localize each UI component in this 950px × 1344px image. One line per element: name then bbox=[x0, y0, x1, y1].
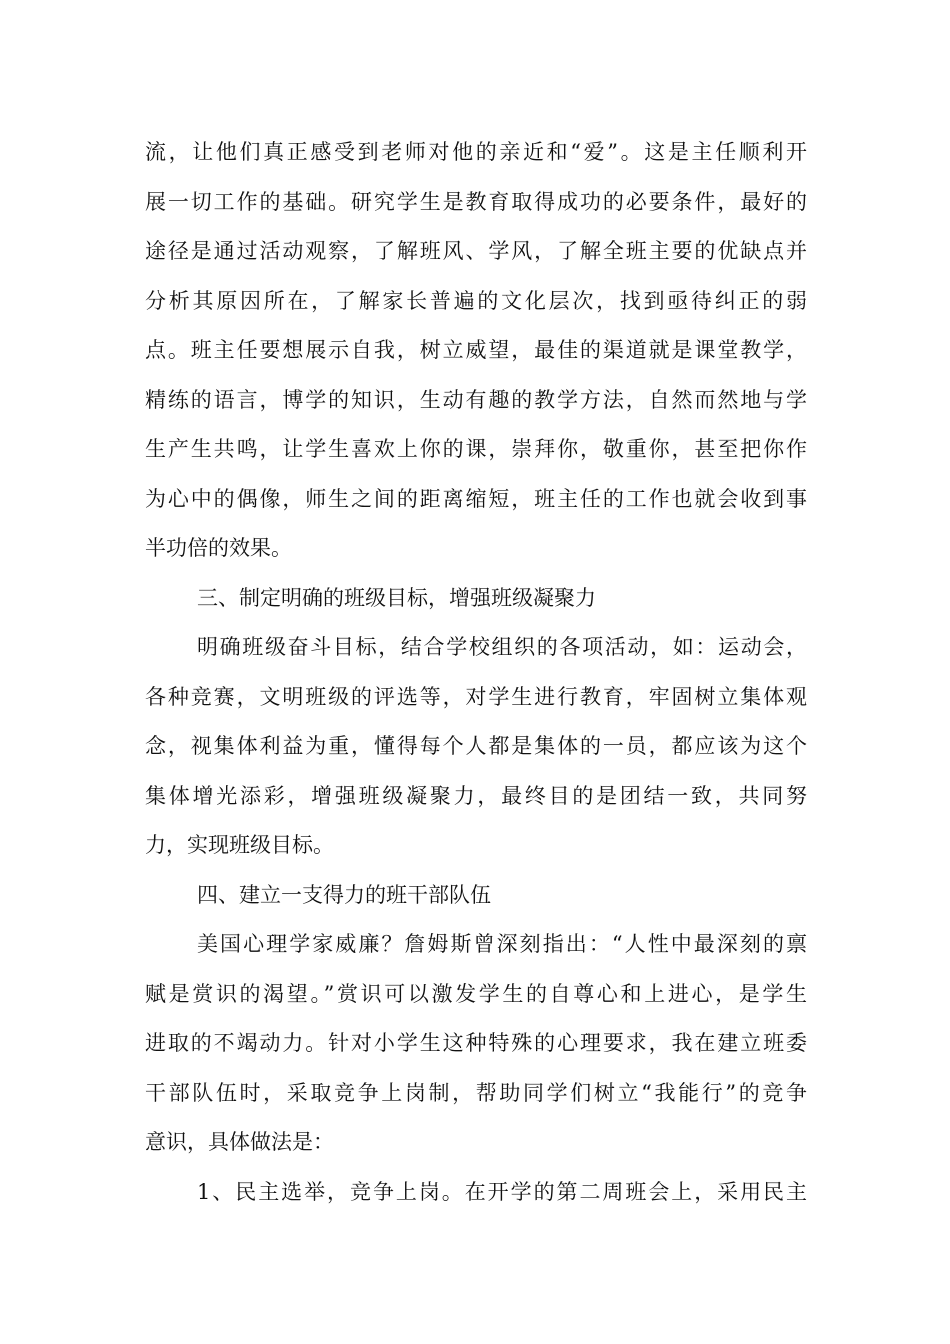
section-heading: 四、建立一支得力的班干部队伍 bbox=[197, 882, 491, 907]
text-line: 进取的不竭动力。针对小学生这种特殊的心理要求，我在建立班委 bbox=[145, 1031, 807, 1055]
text-line: 美国心理学家威廉？詹姆斯曾深刻指出：“人性中最深刻的禀 bbox=[197, 932, 807, 956]
text-line: 点。班主任要想展示自我，树立威望，最佳的渠道就是课堂教学， bbox=[145, 338, 807, 362]
text-line: 生产生共鸣，让学生喜欢上你的课，崇拜你，敬重你，甚至把你作 bbox=[145, 437, 807, 461]
text-line: 干部队伍时，采取竞争上岗制，帮助同学们树立“我能行”的竞争 bbox=[145, 1080, 807, 1105]
text-line: 意识，具体做法是： bbox=[145, 1130, 334, 1154]
section-heading: 三、制定明确的班级目标，增强班级凝聚力 bbox=[197, 585, 596, 610]
text-line: 途径是通过活动观察，了解班风、学风，了解全班主要的优缺点并 bbox=[145, 239, 807, 263]
text-line: 明确班级奋斗目标，结合学校组织的各项活动，如：运动会， bbox=[197, 635, 807, 659]
text-line: 展一切工作的基础。研究学生是教育取得成功的必要条件，最好的 bbox=[145, 189, 807, 214]
text-line: 分析其原因所在，了解家长普遍的文化层次，找到亟待纠正的弱 bbox=[145, 288, 807, 313]
text-line: 念，视集体利益为重，懂得每个人都是集体的一员，都应该为这个 bbox=[145, 734, 807, 758]
text-line: 精练的语言，博学的知识，生动有趣的教学方法，自然而然地与学 bbox=[145, 387, 807, 412]
text-line: 赋是赏识的渴望。”赏识可以激发学生的自尊心和上进心，是学生 bbox=[145, 981, 807, 1006]
body-text bbox=[145, 128, 807, 1217]
text-line: 1、民主选举，竞争上岗。在开学的第二周班会上，采用民主 bbox=[197, 1179, 807, 1204]
text-line: 各种竞赛，文明班级的评选等，对学生进行教育，牢固树立集体观 bbox=[145, 684, 807, 709]
text-line: 流，让他们真正感受到老师对他的亲近和“爱”。这是主任顺利开 bbox=[145, 140, 807, 164]
text-line: 力，实现班级目标。 bbox=[145, 833, 334, 857]
text-line: 为心中的偶像，师生之间的距离缩短，班主任的工作也就会收到事 bbox=[145, 486, 807, 511]
text-line: 集体增光添彩，增强班级凝聚力，最终目的是团结一致，共同努 bbox=[145, 783, 807, 808]
text-line: 半功倍的效果。 bbox=[145, 536, 292, 560]
